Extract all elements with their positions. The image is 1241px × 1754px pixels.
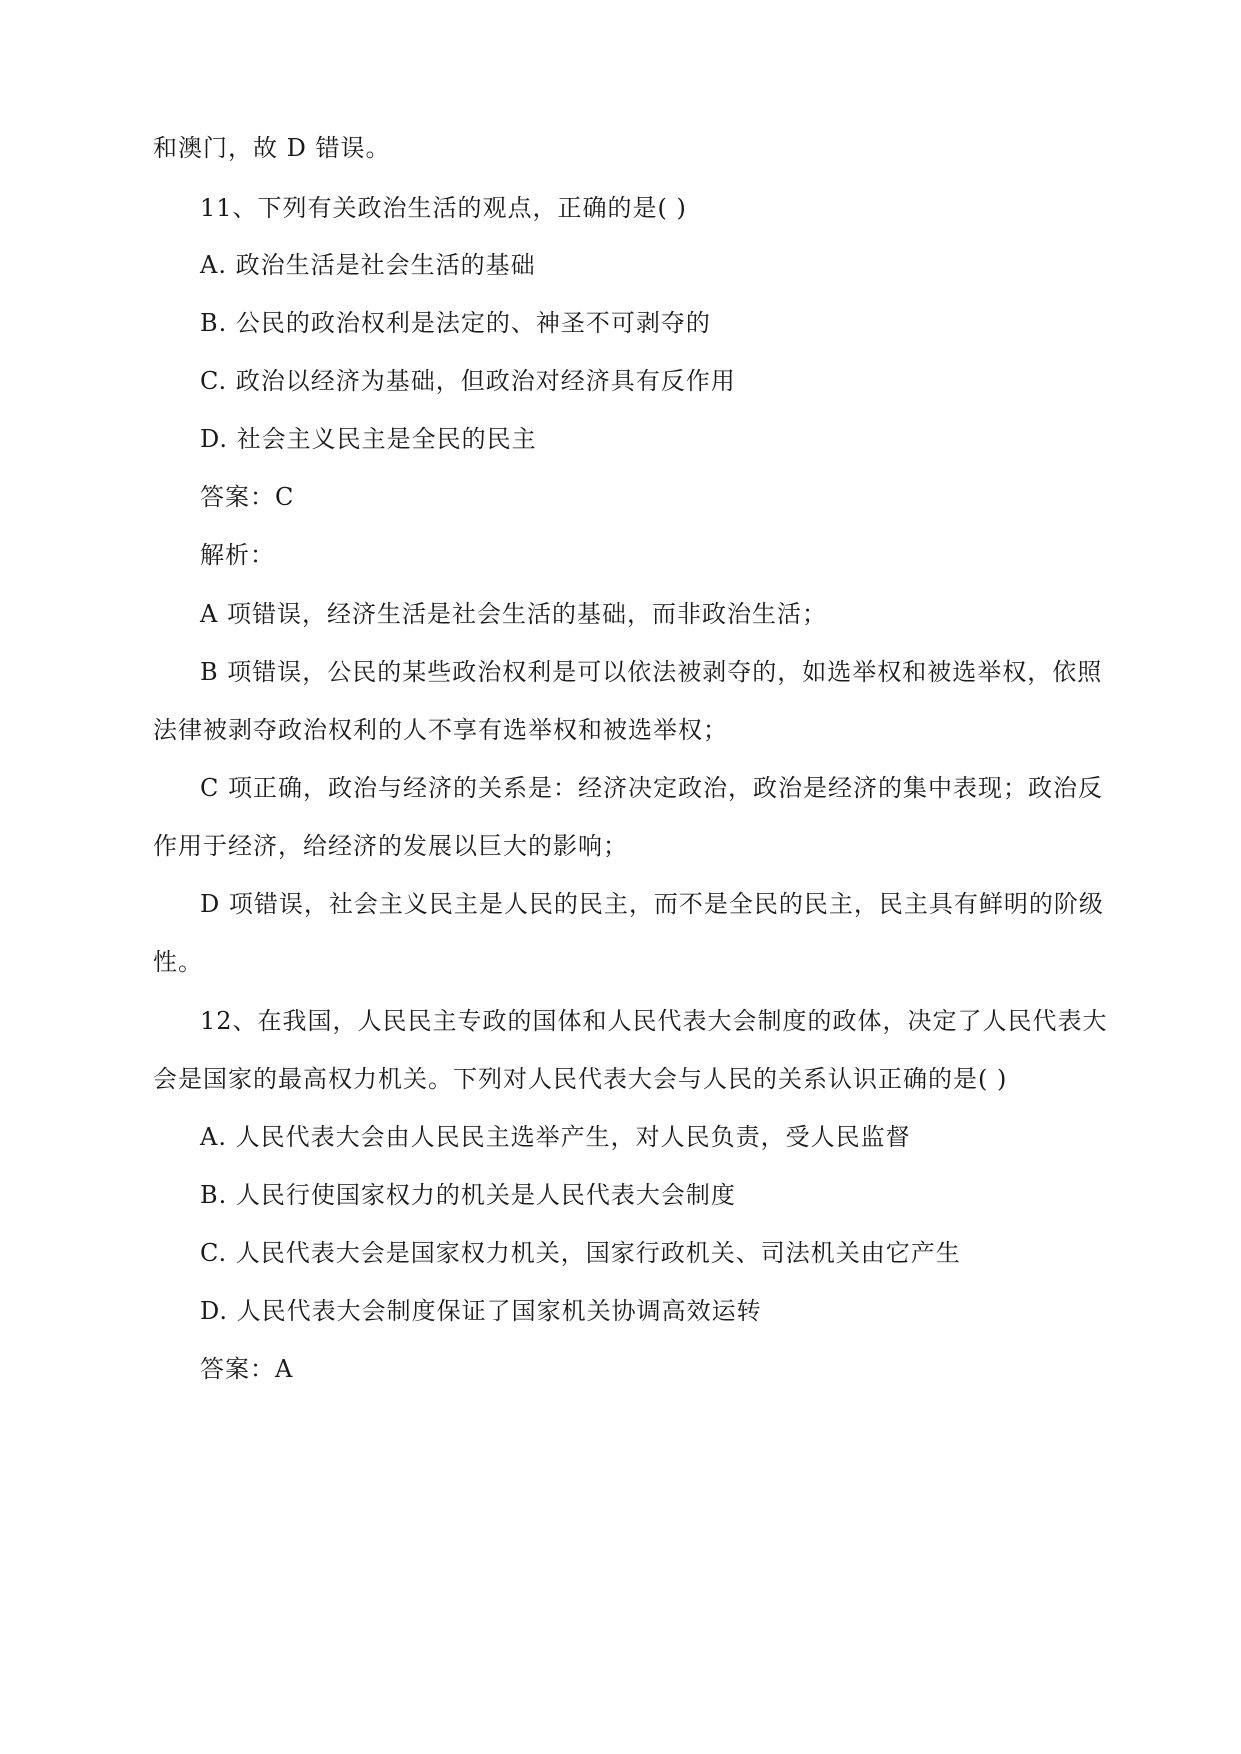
answer-line: 答案：C [200, 483, 295, 511]
option-a: A. 政治生活是社会生活的基础 [200, 251, 536, 279]
analysis-line: 作用于经济，给经济的发展以巨大的影响； [153, 832, 628, 860]
question-11: 11、下列有关政治生活的观点，正确的是( ) [200, 194, 687, 222]
option-c: C. 人民代表大会是国家权力机关，国家行政机关、司法机关由它产生 [200, 1239, 961, 1267]
analysis-line: 性。 [153, 948, 203, 976]
analysis-line: B 项错误，公民的某些政治权利是可以依法被剥夺的，如选举权和被选举权，依照 [200, 658, 1103, 686]
text-line: 和澳门，故 D 错误。 [153, 134, 391, 162]
option-d: D. 社会主义民主是全民的民主 [200, 425, 537, 453]
analysis-line: 法律被剥夺政治权利的人不享有选举权和被选举权； [153, 716, 728, 744]
analysis-line: A 项错误，经济生活是社会生活的基础，而非政治生活； [200, 600, 827, 628]
option-d: D. 人民代表大会制度保证了国家机关协调高效运转 [200, 1297, 762, 1325]
answer-line: 答案：A [200, 1355, 294, 1383]
option-a: A. 人民代表大会由人民民主选举产生，对人民负责，受人民监督 [200, 1123, 911, 1151]
option-c: C. 政治以经济为基础，但政治对经济具有反作用 [200, 367, 736, 395]
option-b: B. 公民的政治权利是法定的、神圣不可剥夺的 [200, 309, 711, 337]
option-b: B. 人民行使国家权力的机关是人民代表大会制度 [200, 1181, 736, 1209]
question-12-continued: 会是国家的最高权力机关。下列对人民代表大会与人民的关系认识正确的是( ) [153, 1065, 1008, 1093]
analysis-line: D 项错误，社会主义民主是人民的民主，而不是全民的民主，民主具有鲜明的阶级 [200, 890, 1104, 918]
analysis-heading: 解析： [200, 541, 275, 569]
analysis-line: C 项正确，政治与经济的关系是：经济决定政治，政治是经济的集中表现；政治反 [200, 774, 1103, 802]
question-12: 12、在我国，人民民主专政的国体和人民代表大会制度的政体，决定了人民代表大 [200, 1007, 1108, 1035]
